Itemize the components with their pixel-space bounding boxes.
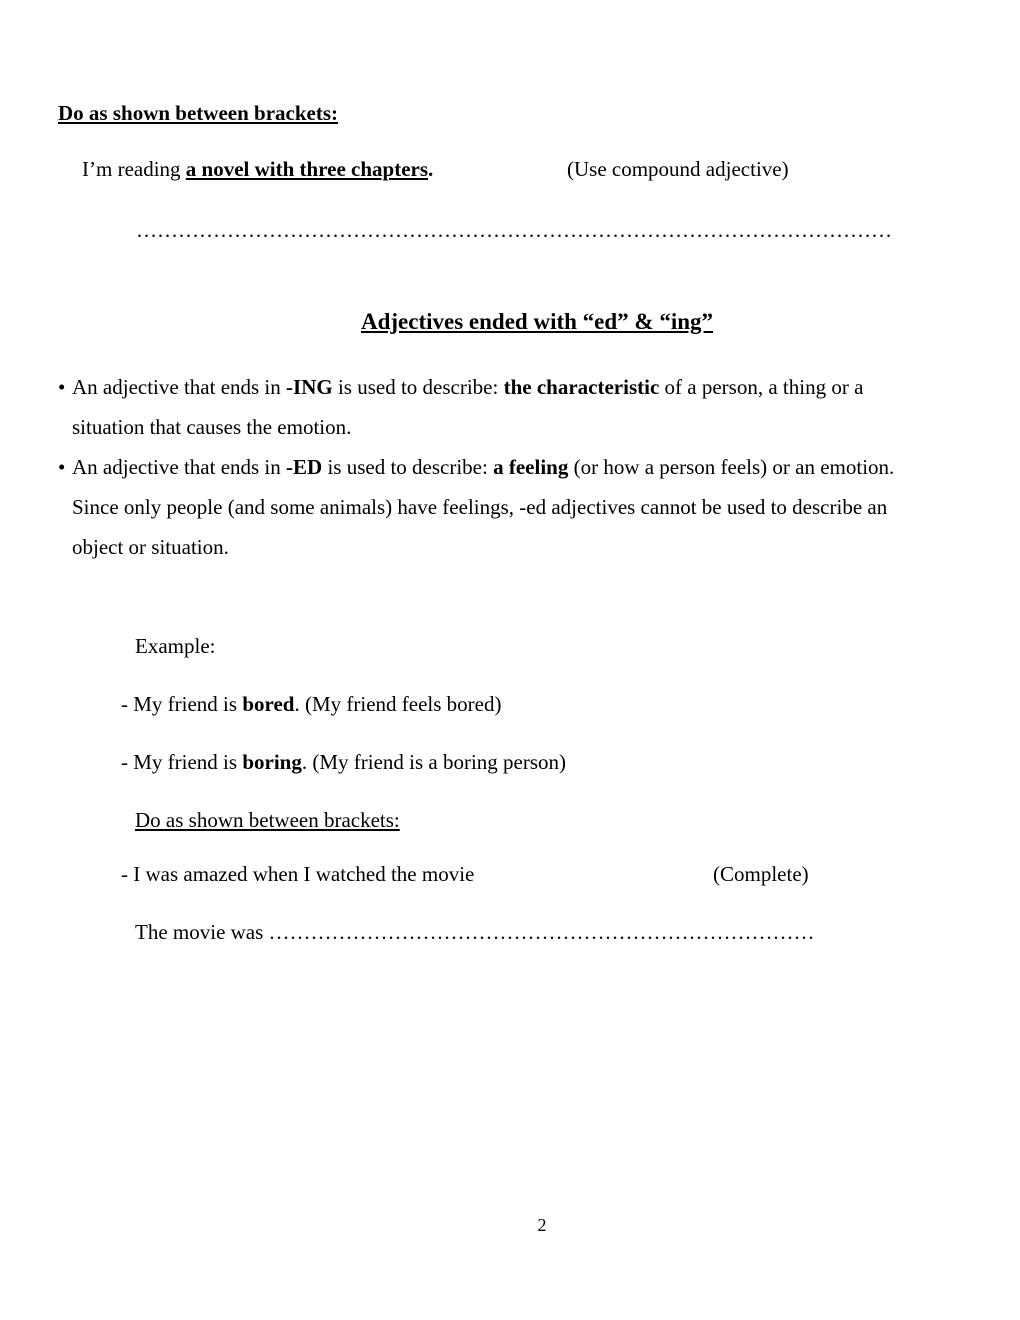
exercise-answer xyxy=(135,920,815,945)
example-1-suffix: . (My friend feels bored) xyxy=(294,692,502,716)
exercise-answer-prefix: The movie was xyxy=(135,920,269,944)
bullet-2-bold-2: a feeling xyxy=(493,455,569,479)
example-1-bold: bored xyxy=(242,692,295,716)
bullet-2-post: (or how a person feels) or an emotion. xyxy=(568,455,895,479)
sentence-prefix: I’m reading xyxy=(82,157,186,181)
section2-title: Adjectives ended with “ed” & “ing” xyxy=(360,309,714,334)
sentence-suffix: . xyxy=(428,157,434,181)
bullet-2-pre: An adjective that ends in xyxy=(72,455,287,479)
section2-instruction: Do as shown between brackets: xyxy=(135,808,400,832)
section1-answer-line[interactable]: ……………………………………………………………………………………………… xyxy=(136,218,892,242)
bullet-2-line-1 xyxy=(72,455,894,480)
bullet-2-bold-1: -ED xyxy=(286,455,323,479)
example-2-bold: boring xyxy=(242,750,302,774)
bullet-2-symbol: • xyxy=(58,455,66,479)
sentence-bold: a novel with three chapters xyxy=(185,157,429,181)
bullet-1-bold-1: -ING xyxy=(286,375,333,399)
bullet-1-symbol: • xyxy=(58,375,66,399)
section1-hint: (Use compound adjective) xyxy=(567,157,789,181)
bullet-2-line-2: Since only people (and some animals) have feelings, -ed adjectives cannot be used to describe an xyxy=(72,495,888,519)
exercise-answer-line[interactable]: …………………………………………………………………… xyxy=(268,920,815,944)
bullet-1-bold-2: the characteristic xyxy=(503,375,660,399)
example-2-suffix: . (My friend is a boring person) xyxy=(301,750,567,774)
section1-instruction: Do as shown between brackets: xyxy=(58,101,338,125)
bullet-2-mid: is used to describe: xyxy=(322,455,494,479)
example-1 xyxy=(121,692,501,717)
example-label: Example: xyxy=(135,634,216,658)
example-2-prefix: - My friend is xyxy=(121,750,243,774)
bullet-1-pre: An adjective that ends in xyxy=(72,375,287,399)
example-1-prefix: - My friend is xyxy=(121,692,243,716)
bullet-1-post: of a person, a thing or a xyxy=(659,375,864,399)
exercise-hint: (Complete) xyxy=(713,862,809,886)
section1-sentence xyxy=(82,157,433,182)
bullet-1-mid: is used to describe: xyxy=(332,375,504,399)
page-number: 2 xyxy=(537,1215,547,1235)
bullet-1-line-1 xyxy=(72,375,863,400)
bullet-1-line-2: situation that causes the emotion. xyxy=(72,415,352,439)
exercise-sentence: - I was amazed when I watched the movie xyxy=(121,862,475,886)
example-2 xyxy=(121,750,566,775)
bullet-2-line-3: object or situation. xyxy=(72,535,229,559)
